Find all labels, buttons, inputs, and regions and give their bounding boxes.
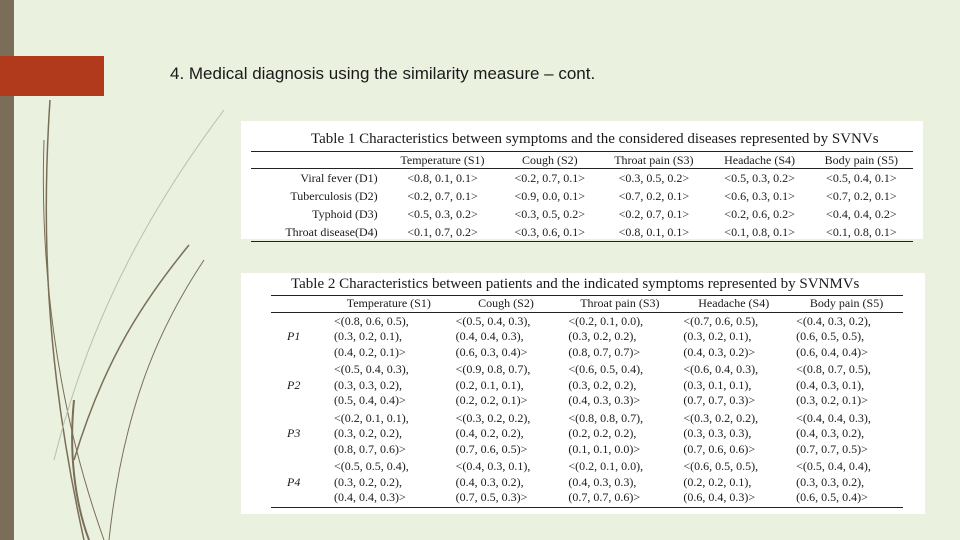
table2-cell xyxy=(677,312,790,361)
table2-cell-line: (0.3, 0.2, 0.1)> xyxy=(796,393,868,407)
table2-cell-line: (0.6, 0.3, 0.4)> xyxy=(455,344,528,359)
table2-cell xyxy=(790,410,903,459)
table1-cell: <0.9, 0.0, 0.1> xyxy=(514,189,586,203)
table1-cell: <0.8, 0.1, 0.1> xyxy=(407,171,478,185)
table2-cell-line: (0.3, 0.2, 0.2), xyxy=(568,329,637,343)
table2-cell-line: (0.8, 0.7, 0.7)> xyxy=(568,344,641,359)
table2-cell-line: (0.4, 0.3, 0.2), xyxy=(796,426,865,440)
decorative-lines xyxy=(14,100,234,540)
table2-cell-line: <(0.6, 0.5, 0.5), xyxy=(683,459,759,473)
table2-cell-line: <(0.3, 0.2, 0.2), xyxy=(683,410,759,425)
table1-row-label: Typhoid (D3) xyxy=(312,207,378,221)
table2-cell-line: <(0.6, 0.5, 0.4), xyxy=(568,362,644,376)
table2-cell-line: <(0.9, 0.8, 0.7), xyxy=(455,362,531,376)
table1 xyxy=(251,151,913,242)
table1-cell: <0.1, 0.8, 0.1> xyxy=(826,225,897,239)
table2-cell-line: (0.4, 0.4, 0.3)> xyxy=(334,490,406,504)
table2-cell-line: (0.7, 0.5, 0.3)> xyxy=(455,490,528,504)
table2-header: Temperature (S1) xyxy=(328,296,450,313)
table2-cell-line: <(0.8, 0.8, 0.7), xyxy=(568,410,644,425)
table2-cell-line: (0.4, 0.3, 0.2)> xyxy=(683,344,756,359)
table1-cell: <0.7, 0.2, 0.1> xyxy=(618,189,690,203)
table2-cell-line: (0.3, 0.2, 0.2), xyxy=(568,377,637,392)
table2-header: Headache (S4) xyxy=(677,296,790,313)
table2-patient-label: P4 xyxy=(287,474,301,489)
table1-cell: <0.7, 0.2, 0.1> xyxy=(826,189,897,203)
table2-cell-line: <(0.5, 0.4, 0.3), xyxy=(334,362,409,376)
table2-cell-line: <(0.6, 0.4, 0.3), xyxy=(683,362,759,376)
table2-cell-line: (0.4, 0.4, 0.3), xyxy=(455,329,524,343)
table2-cell-line: (0.3, 0.3, 0.2), xyxy=(796,474,865,489)
table2-patient-label: P1 xyxy=(287,329,301,343)
table2-cell-line: <(0.3, 0.2, 0.2), xyxy=(455,410,531,425)
table2-cell xyxy=(328,410,450,459)
table2-cell xyxy=(450,458,563,507)
table2-cell-line: (0.6, 0.4, 0.4)> xyxy=(796,344,868,359)
table2-cell-line: (0.2, 0.1, 0.1), xyxy=(455,377,524,392)
table2-cell xyxy=(562,361,677,410)
table1-cell: <0.5, 0.4, 0.1> xyxy=(826,171,897,185)
table2-cell-line: (0.1, 0.1, 0.0)> xyxy=(568,441,641,456)
table2-cell-line: <(0.5, 0.5, 0.4), xyxy=(334,459,409,473)
table2-cell xyxy=(328,312,450,361)
table1-row-label: Tuberculosis (D2) xyxy=(290,189,378,203)
table2-header: Cough (S2) xyxy=(450,296,563,313)
table2-header: Body pain (S5) xyxy=(790,296,903,313)
table1-cell: <0.2, 0.6, 0.2> xyxy=(724,207,795,221)
table2-patient-label: P2 xyxy=(287,377,301,392)
table1-row xyxy=(251,205,913,223)
table2-cell-line: (0.3, 0.3, 0.2), xyxy=(334,377,402,392)
table1-cell: <0.2, 0.7, 0.1> xyxy=(618,207,690,221)
table2-cell-line: <(0.5, 0.4, 0.4), xyxy=(796,459,871,473)
table1-cell: <0.1, 0.8, 0.1> xyxy=(724,225,795,239)
table2-cell-line: <(0.2, 0.1, 0.0), xyxy=(568,313,644,328)
table1-cell: <0.1, 0.7, 0.2> xyxy=(407,225,478,239)
table1-cell: <0.3, 0.5, 0.2> xyxy=(618,171,690,185)
table2-cell xyxy=(328,458,450,507)
table2-cell-line: <(0.2, 0.1, 0.0), xyxy=(568,459,644,473)
table2-card xyxy=(241,273,925,514)
table2-cell-line: (0.4, 0.3, 0.3)> xyxy=(568,393,641,407)
table2-cell xyxy=(790,458,903,507)
table2-cell-line: (0.2, 0.2, 0.1)> xyxy=(455,393,528,407)
table2-cell-line: (0.3, 0.2, 0.2), xyxy=(334,474,402,489)
table2-cell-line: <(0.8, 0.7, 0.5), xyxy=(796,362,871,376)
table2-cell-line: <(0.2, 0.1, 0.1), xyxy=(334,410,409,425)
table1-caption: Table 1 Characteristics between symptoms and the considered diseases represented by SVNVs xyxy=(311,131,879,147)
table1-header-row xyxy=(251,152,913,169)
table2-cell-line: (0.7, 0.7, 0.6)> xyxy=(568,490,641,504)
table2-cell xyxy=(450,312,563,361)
table2-cell-line: (0.3, 0.1, 0.1), xyxy=(683,377,752,392)
table1-cell: <0.4, 0.4, 0.2> xyxy=(826,207,897,221)
table2-header xyxy=(271,296,328,313)
table2-cell-line: (0.3, 0.2, 0.1), xyxy=(683,329,752,343)
title-accent-tab xyxy=(0,56,104,96)
table2-cell-line: <(0.8, 0.6, 0.5), xyxy=(334,313,409,328)
table1-row xyxy=(251,223,913,242)
table2-cell-line: (0.4, 0.3, 0.2), xyxy=(455,474,524,489)
table2-cell-line: (0.8, 0.7, 0.6)> xyxy=(334,441,406,456)
table2-cell-line: (0.4, 0.2, 0.1)> xyxy=(334,344,406,359)
table2-cell-line: <(0.4, 0.3, 0.2), xyxy=(796,313,871,328)
table2-cell-line: (0.3, 0.2, 0.2), xyxy=(334,426,402,440)
table2-cell xyxy=(562,410,677,459)
table1-card xyxy=(241,121,923,239)
table2-row xyxy=(271,410,903,459)
table2-cell-line: <(0.4, 0.3, 0.1), xyxy=(455,459,531,473)
table1-row-label: Throat disease(D4) xyxy=(285,225,378,239)
slide-title: 4. Medical diagnosis using the similarity measure – cont. xyxy=(170,64,596,83)
table2-row xyxy=(271,312,903,361)
table2-cell xyxy=(790,312,903,361)
table2-caption: Table 2 Characteristics between patients and the indicated symptoms represented by SVNMVs xyxy=(291,276,860,292)
table1-header: Temperature (S1) xyxy=(384,152,502,169)
table1-row xyxy=(251,169,913,188)
table1-cell: <0.8, 0.1, 0.1> xyxy=(618,225,690,239)
table2-cell-line: (0.3, 0.3, 0.3), xyxy=(683,426,752,440)
table2-cell-line: (0.2, 0.2, 0.1), xyxy=(683,474,752,489)
table1-header: Throat pain (S3) xyxy=(598,152,709,169)
table2 xyxy=(271,295,903,508)
table2-header-row xyxy=(271,296,903,313)
table2-cell-line: (0.7, 0.7, 0.3)> xyxy=(683,393,756,407)
table2-cell-line: (0.6, 0.4, 0.3)> xyxy=(683,490,756,504)
table1-cell: <0.5, 0.3, 0.2> xyxy=(407,207,478,221)
table2-cell xyxy=(677,458,790,507)
table1-cell: <0.6, 0.3, 0.1> xyxy=(724,189,795,203)
table1-row-label: Viral fever (D1) xyxy=(300,171,378,185)
table2-cell-line: (0.2, 0.2, 0.2), xyxy=(568,426,637,440)
table2-cell xyxy=(562,312,677,361)
table1-cell: <0.3, 0.5, 0.2> xyxy=(514,207,586,221)
table2-cell xyxy=(450,361,563,410)
table2-cell-line: <(0.5, 0.4, 0.3), xyxy=(455,313,531,328)
table2-cell xyxy=(450,410,563,459)
table1-header: Headache (S4) xyxy=(710,152,810,169)
table2-cell-line: (0.5, 0.4, 0.4)> xyxy=(334,393,406,407)
table2-cell-line: (0.7, 0.6, 0.6)> xyxy=(683,441,756,456)
table1-row xyxy=(251,187,913,205)
table2-cell-line: (0.7, 0.6, 0.5)> xyxy=(455,441,528,456)
table1-header: Cough (S2) xyxy=(501,152,598,169)
table2-row xyxy=(271,458,903,507)
table2-row xyxy=(271,361,903,410)
table2-cell-line: (0.7, 0.7, 0.5)> xyxy=(796,441,868,456)
table2-cell-line: (0.4, 0.3, 0.3), xyxy=(568,474,637,489)
table2-header: Throat pain (S3) xyxy=(562,296,677,313)
table1-header xyxy=(251,152,384,169)
table2-cell-line: (0.3, 0.2, 0.1), xyxy=(334,329,402,343)
table1-cell: <0.5, 0.3, 0.2> xyxy=(724,171,795,185)
table2-cell-line: <(0.4, 0.4, 0.3), xyxy=(796,410,871,425)
table2-cell-line: (0.4, 0.2, 0.2), xyxy=(455,426,524,440)
table1-cell: <0.2, 0.7, 0.1> xyxy=(514,171,586,185)
table2-patient-label: P3 xyxy=(287,426,301,440)
table2-cell-line: (0.6, 0.5, 0.4)> xyxy=(796,490,868,504)
table1-cell: <0.3, 0.6, 0.1> xyxy=(514,225,586,239)
table2-cell xyxy=(328,361,450,410)
table2-cell xyxy=(562,458,677,507)
table1-cell: <0.2, 0.7, 0.1> xyxy=(407,189,478,203)
table2-cell xyxy=(790,361,903,410)
table2-cell xyxy=(677,361,790,410)
table1-header: Body pain (S5) xyxy=(810,152,913,169)
table2-cell-line: (0.6, 0.5, 0.5), xyxy=(796,329,865,343)
table2-cell xyxy=(677,410,790,459)
table2-cell-line: (0.4, 0.3, 0.1), xyxy=(796,377,865,392)
table2-cell-line: <(0.7, 0.6, 0.5), xyxy=(683,313,759,328)
